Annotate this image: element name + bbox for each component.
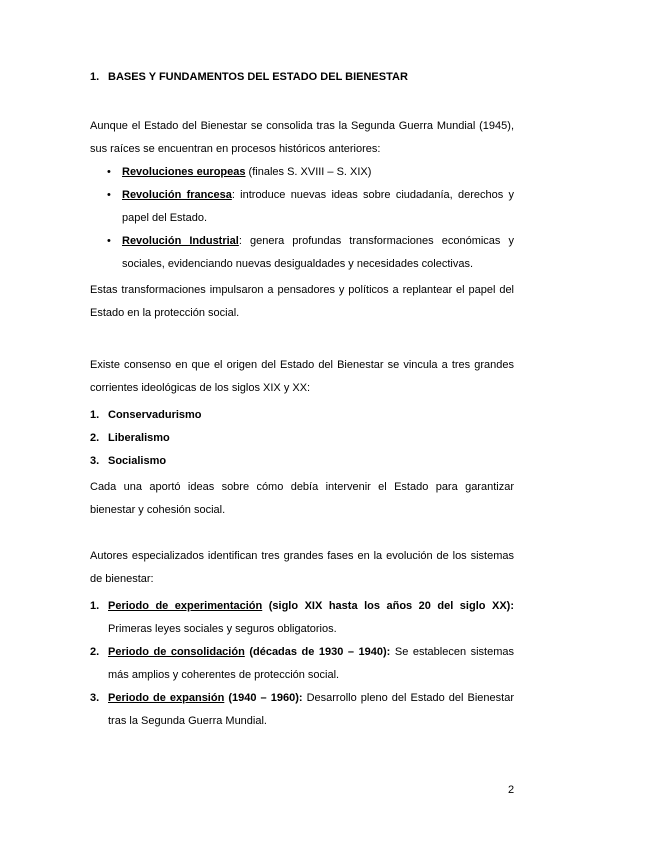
- list-item-number: 3.: [90, 692, 100, 704]
- list-item-text: : genera profundas transformaciones económicas y sociales, evidenciando nuevas desigualdades y necesidades colectivas.: [122, 235, 514, 270]
- section-heading: [90, 71, 408, 83]
- currents-note-paragraph: Cada una aportó ideas sobre cómo debía intervenir el Estado para garantizar bienestar y cohesión social.: [90, 481, 514, 516]
- list-item-number: 1.: [90, 409, 100, 421]
- phase-dates: (siglo XIX hasta los años 20 del siglo XX):: [262, 600, 514, 612]
- phase-term: Periodo de consolidación: [108, 646, 245, 658]
- list-item-number: 2.: [90, 646, 100, 658]
- list-item-number: 1.: [90, 600, 100, 612]
- phases-list: [90, 595, 514, 733]
- list-item: [90, 687, 514, 733]
- list-item-number: 2.: [90, 432, 100, 444]
- list-item-label: Socialismo: [108, 455, 167, 467]
- phase-dates: (1940 – 1960):: [224, 692, 303, 704]
- list-item-term: Revolución Industrial: [122, 235, 239, 247]
- phase-text: Primeras leyes sociales y seguros obligatorios.: [108, 623, 337, 635]
- list-item-term: Revolución francesa: [122, 189, 232, 201]
- list-item: [90, 450, 514, 473]
- list-item-text: (finales S. XVIII – S. XIX): [245, 166, 372, 178]
- phase-dates: (décadas de 1930 – 1940):: [244, 646, 391, 658]
- section-number: 1.: [90, 71, 100, 83]
- list-item: [90, 184, 514, 230]
- after-bullets-paragraph: Estas transformaciones impulsaron a pensadores y políticos a replantear el papel del Estado en la protección social.: [90, 284, 514, 319]
- list-item-label: Conservadurismo: [108, 409, 202, 421]
- list-item: [90, 595, 514, 641]
- phase-text: Se establecen sistemas más amplios y coherentes de protección social.: [108, 646, 514, 681]
- bullet-icon: •: [107, 189, 111, 201]
- bullet-icon: •: [107, 235, 111, 247]
- consensus-paragraph: Existe consenso en que el origen del Estado del Bienestar se vincula a tres grandes corrientes ideológicas de los siglos XIX y XX:: [90, 359, 514, 394]
- list-item: [90, 427, 514, 450]
- phase-term: Periodo de expansión: [108, 692, 225, 704]
- list-item: [90, 641, 514, 687]
- list-item-term: Revoluciones europeas: [122, 166, 246, 178]
- section-title: BASES Y FUNDAMENTOS DEL ESTADO DEL BIENESTAR: [108, 71, 408, 83]
- list-item: [90, 230, 514, 276]
- list-item: [90, 404, 514, 427]
- intro-paragraph: Aunque el Estado del Bienestar se consolida tras la Segunda Guerra Mundial (1945), sus raíces se encuentran en procesos históricos anteriores:: [90, 120, 514, 155]
- revolutions-list: [90, 161, 514, 276]
- page-number: 2: [508, 784, 515, 796]
- list-item: [90, 161, 514, 184]
- list-item-number: 3.: [90, 455, 100, 467]
- list-item-label: Liberalismo: [108, 432, 170, 444]
- currents-list: [90, 404, 514, 473]
- phase-text: Desarrollo pleno del Estado del Bienestar tras la Segunda Guerra Mundial.: [108, 692, 514, 727]
- list-item-text: : introduce nuevas ideas sobre ciudadanía, derechos y papel del Estado.: [122, 189, 515, 224]
- phases-intro-paragraph: Autores especializados identifican tres grandes fases en la evolución de los sistemas de bienestar:: [90, 550, 514, 585]
- phase-term: Periodo de experimentación: [108, 600, 263, 612]
- bullet-icon: •: [107, 166, 111, 178]
